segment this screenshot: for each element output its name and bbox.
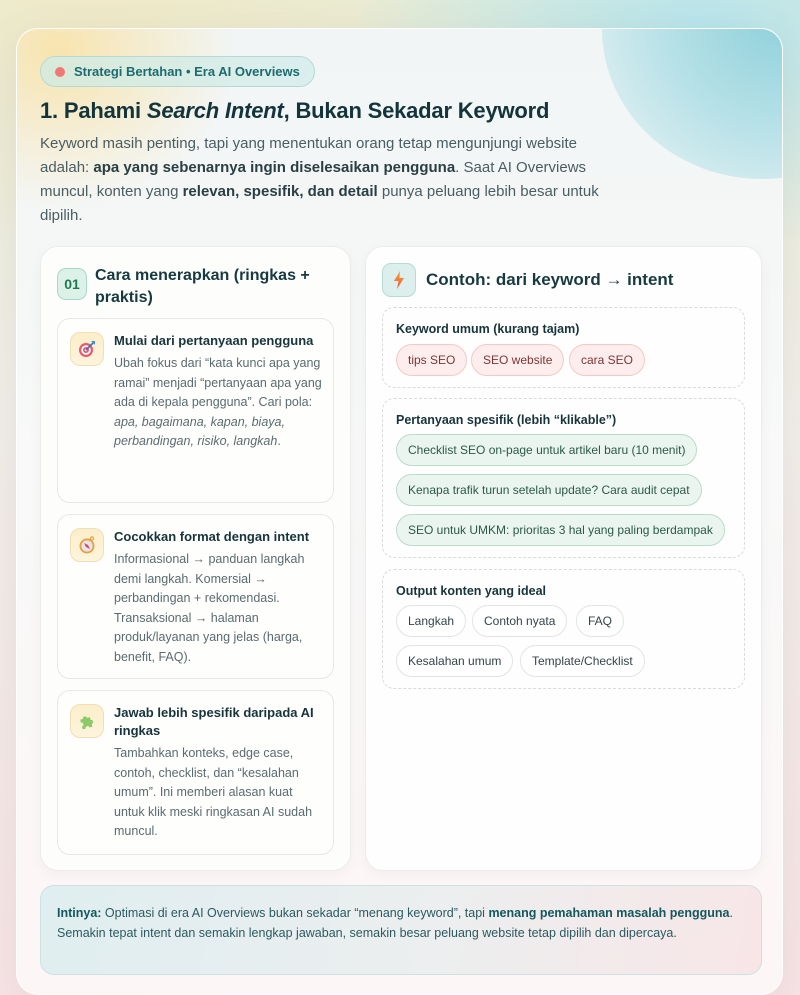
summary-label: Intinya: [57, 906, 102, 920]
status-dot-icon [55, 67, 65, 77]
section-number-badge: 01 [57, 268, 87, 300]
category-badge-label: Strategi Bertahan • Era AI Overviews [74, 64, 300, 79]
step-title: Mulai dari pertanyaan pengguna [114, 333, 314, 348]
intro-paragraph [40, 132, 610, 228]
step-description [114, 354, 326, 452]
keyword-chip[interactable]: cara SEO [569, 344, 645, 376]
step-description: Informasional → panduan langkah demi langkah. Komersial → perbandingan + rekomendasi. Transaksional → halaman produk/layanan yang jelas (harga, benefit, FAQ). [114, 552, 305, 664]
summary-bold: menang pemahaman masalah pengguna [488, 906, 730, 920]
step-card [57, 318, 334, 503]
output-chip[interactable]: Kesalahan umum [396, 645, 513, 677]
intro-bold: apa yang sebenarnya ingin diselesaikan pengguna [93, 159, 456, 176]
category-badge [40, 56, 315, 87]
step-card [57, 514, 334, 679]
examples-header [382, 263, 673, 297]
title-emphasis: Search Intent [146, 98, 284, 123]
output-chip[interactable]: FAQ [576, 605, 624, 637]
group-title: Output konten yang ideal [396, 584, 547, 598]
steps-title: Cara menerapkan (ringkas + praktis) [95, 267, 310, 306]
output-group [382, 569, 745, 689]
output-chip[interactable]: Contoh nyata [472, 605, 567, 637]
step-italic-text: apa, bagaimana, kapan, biaya, perbandingan, risiko, langkah [114, 414, 285, 448]
step-card [57, 690, 334, 855]
step-text: Ubah fokus dari “kata kunci apa yang ramai” menjadi “pertanyaan apa yang ada di kepala pengguna”. Cari pola: [114, 356, 322, 409]
target-icon [70, 332, 104, 366]
title-prefix: 1. Pahami [40, 98, 147, 123]
output-chip[interactable]: Template/Checklist [520, 645, 645, 677]
compass-icon [70, 528, 104, 562]
steps-panel [40, 246, 351, 871]
question-group [382, 398, 745, 558]
group-title: Pertanyaan spesifik (lebih “klikable”) [396, 413, 617, 427]
step-title: Cocokkan format dengan intent [114, 529, 310, 544]
group-title: Keyword umum (kurang tajam) [396, 322, 580, 336]
question-chip[interactable]: Kenapa trafik turun setelah update? Cara audit cepat [396, 474, 702, 506]
keyword-chip[interactable]: SEO website [471, 344, 564, 376]
intro-text: . Saat AI Overviews muncul, konten yang [40, 159, 587, 200]
main-card [16, 28, 783, 995]
page-title [40, 98, 549, 124]
puzzle-icon [70, 704, 104, 738]
intro-bold: relevan, spesifik, dan detail [182, 183, 378, 200]
keyword-group [382, 307, 745, 388]
question-chip[interactable]: SEO untuk UMKM: prioritas 3 hal yang paling berdampak [396, 514, 725, 546]
examples-panel [365, 246, 762, 871]
examples-title: Contoh: dari keyword → intent [426, 270, 674, 289]
step-text: . [277, 434, 281, 448]
keyword-chip[interactable]: tips SEO [396, 344, 467, 376]
intro-text: Keyword masih penting, tapi yang menentukan orang tetap mengunjungi website adalah: [40, 135, 578, 176]
steps-header [57, 262, 325, 309]
summary-text: . Semakin tepat intent dan semakin lengkap jawaban, semakin besar peluang website tetap dipilih dan dipercaya. [57, 906, 733, 940]
question-chip[interactable]: Checklist SEO on-page untuk artikel baru (10 menit) [396, 434, 697, 466]
title-suffix: , Bukan Sekadar Keyword [283, 98, 550, 123]
step-title: Jawab lebih spesifik daripada AI ringkas [114, 705, 314, 738]
summary-text: Optimasi di era AI Overviews bukan sekadar “menang keyword”, tapi [101, 906, 489, 920]
lightning-icon [382, 263, 416, 297]
step-description: Tambahkan konteks, edge case, contoh, checklist, dan “kesalahan umum”. Ini memberi alasan kuat untuk klik meski ringkasan AI sudah muncul. [114, 746, 313, 838]
output-chip[interactable]: Langkah [396, 605, 466, 637]
summary-callout [40, 885, 762, 975]
intro-text: punya peluang lebih besar untuk dipilih. [40, 183, 599, 224]
